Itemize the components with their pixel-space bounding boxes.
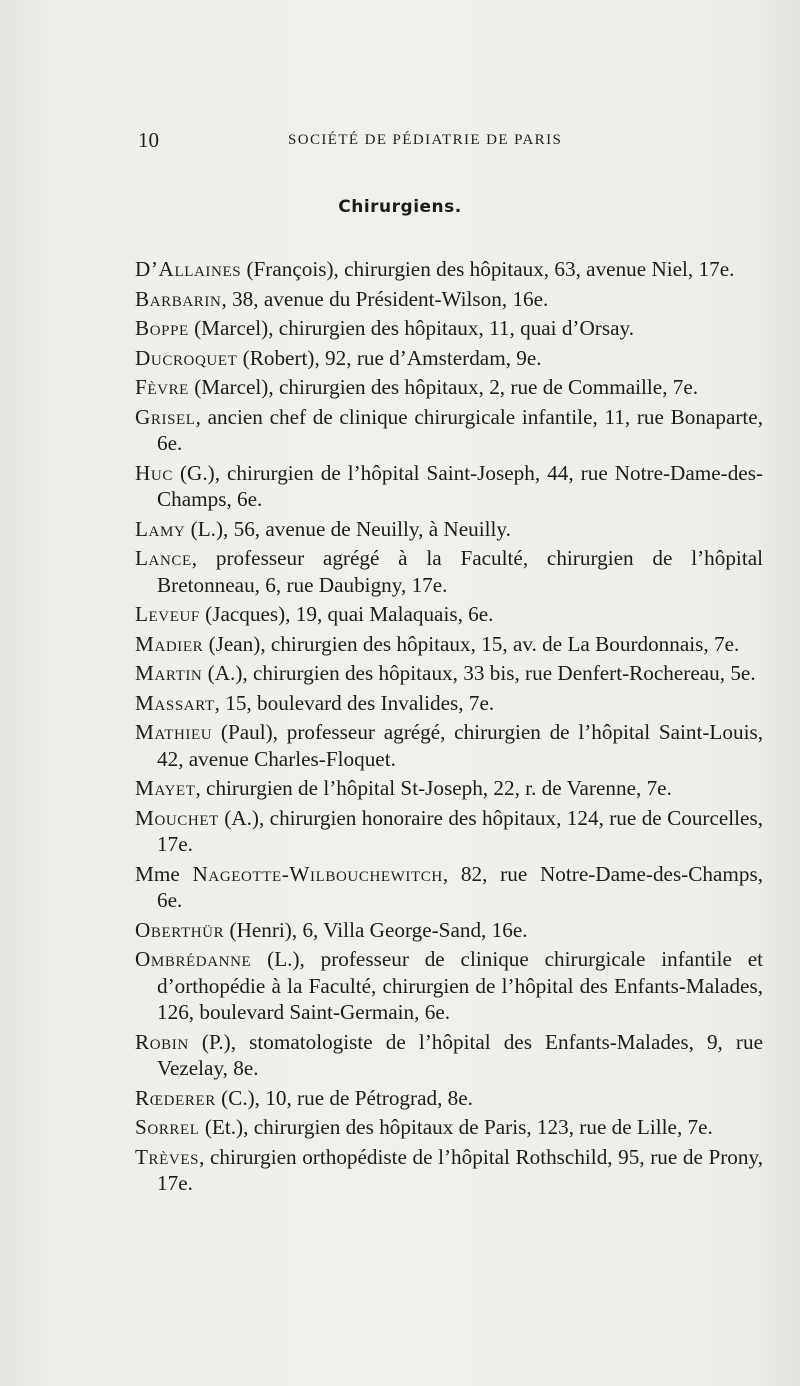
member-details: , 38, avenue du Président-Wilson, 16e. xyxy=(221,286,549,311)
member-name: Fèvre xyxy=(135,375,189,399)
member-entry xyxy=(135,1029,763,1082)
member-details: , 82, rue Notre-Dame-des-Champs, 6e. xyxy=(157,861,763,912)
member-list xyxy=(135,256,763,1200)
page-number: 10 xyxy=(138,128,159,152)
member-entry xyxy=(135,660,763,687)
member-entry xyxy=(135,286,763,313)
member-name: Mouchet xyxy=(135,805,219,830)
member-entry xyxy=(135,404,763,457)
member-details: (C.), 10, rue de Pétrograd, 8e. xyxy=(215,1085,473,1110)
member-name: Madier xyxy=(135,631,204,656)
member-entry xyxy=(135,345,763,372)
member-entry xyxy=(135,690,763,717)
member-details: (A.), chirurgien honoraire des hôpitaux, 124, rue de Courcelles, 17e. xyxy=(157,805,763,856)
member-name: Ombrédanne xyxy=(135,947,252,971)
member-details: (L.), professeur de clinique chirurgicale infantile et d’orthopédie à la Faculté, chirurgien de l’hôpital des Enfants-Malades, 126, boulevard Saint-Germain, 6e. xyxy=(157,947,763,1024)
member-entry xyxy=(135,374,763,401)
member-details: , chirurgien orthopédiste de l’hôpital Rothschild, 95, rue de Prony, 17e. xyxy=(157,1144,763,1195)
member-name: D’Allaines xyxy=(135,257,242,281)
member-entry xyxy=(135,719,763,772)
member-entry xyxy=(135,917,763,944)
member-details: , ancien chef de clinique chirurgicale infantile, 11, rue Bonaparte, 6e. xyxy=(157,404,763,455)
member-entry xyxy=(135,805,763,858)
member-name: Mathieu xyxy=(135,720,213,744)
member-details: (Marcel), chirurgien des hôpitaux, 11, quai d’Orsay. xyxy=(188,316,635,340)
entry-prefix: Mme xyxy=(135,861,193,886)
member-details: (G.), chirurgien de l’hôpital Saint-Joseph, 44, rue Notre-Dame-des-Champs, 6e. xyxy=(157,460,763,511)
member-name: Mayet xyxy=(135,776,196,800)
member-details: (A.), chirurgien des hôpitaux, 33 bis, rue Denfert-Rochereau, 5e. xyxy=(202,661,756,685)
member-details: (Jean), chirurgien des hôpitaux, 15, av. de La Bourdonnais, 7e. xyxy=(203,631,740,656)
member-name: Sorrel xyxy=(135,1115,200,1139)
running-head: SOCIÉTÉ DE PÉDIATRIE DE PARIS xyxy=(288,132,563,148)
member-entry xyxy=(135,460,763,513)
member-name: Boppe xyxy=(135,316,189,340)
member-name: Martin xyxy=(135,661,203,685)
member-details: (Paul), professeur agrégé, chirurgien de l’hôpital Saint-Louis, 42, avenue Charles-Floquet. xyxy=(157,720,763,771)
member-details: (Marcel), chirurgien des hôpitaux, 2, rue de Commaille, 7e. xyxy=(188,375,699,399)
member-entry xyxy=(135,946,763,1026)
member-name: Trèves xyxy=(135,1144,200,1169)
member-entry xyxy=(135,1114,763,1141)
member-name: Lance xyxy=(135,546,192,570)
member-name: Barbarin xyxy=(135,286,222,311)
member-name: Robin xyxy=(135,1029,189,1054)
member-name: Massart xyxy=(135,690,215,715)
member-name: Grisel xyxy=(135,404,196,429)
member-entry xyxy=(135,516,763,543)
member-details: (P.), stomatologiste de l’hôpital des Enfants-Malades, 9, rue Vezelay, 8e. xyxy=(157,1029,763,1080)
member-entry xyxy=(135,601,763,628)
member-details: , 15, boulevard des Invalides, 7e. xyxy=(214,690,495,715)
member-name: Rœderer xyxy=(135,1085,216,1110)
member-entry xyxy=(135,631,763,658)
member-entry xyxy=(135,775,763,802)
member-details: (L.), 56, avenue de Neuilly, à Neuilly. xyxy=(185,516,511,541)
member-entry xyxy=(135,256,763,283)
member-entry xyxy=(135,315,763,342)
member-details: , chirurgien de l’hôpital St-Joseph, 22, r. de Varenne, 7e. xyxy=(195,776,672,800)
member-entry xyxy=(135,545,763,598)
member-name: Leveuf xyxy=(135,602,200,626)
member-name: Ducroquet xyxy=(135,345,238,370)
member-entry xyxy=(135,1085,763,1112)
member-entry xyxy=(135,861,763,914)
member-details: (Jacques), 19, quai Malaquais, 6e. xyxy=(199,602,494,626)
member-name: Huc xyxy=(135,460,173,485)
member-details: (Henri), 6, Villa George-Sand, 16e. xyxy=(224,917,528,942)
member-details: (François), chirurgien des hôpitaux, 63, avenue Niel, 17e. xyxy=(241,257,735,281)
member-entry xyxy=(135,1144,763,1197)
member-details: (Et.), chirurgien des hôpitaux de Paris, 123, rue de Lille, 7e. xyxy=(199,1115,713,1139)
member-name: Nageotte-Wilbouchewitch xyxy=(192,861,443,886)
member-details: (Robert), 92, rue d’Amsterdam, 9e. xyxy=(237,345,542,370)
member-name: Oberthür xyxy=(135,917,225,942)
member-name: Lamy xyxy=(135,516,186,541)
section-title: Chirurgiens. xyxy=(338,197,462,217)
member-details: , professeur agrégé à la Faculté, chirurgien de l’hôpital Bretonneau, 6, rue Daubigny, 17e. xyxy=(157,546,763,597)
